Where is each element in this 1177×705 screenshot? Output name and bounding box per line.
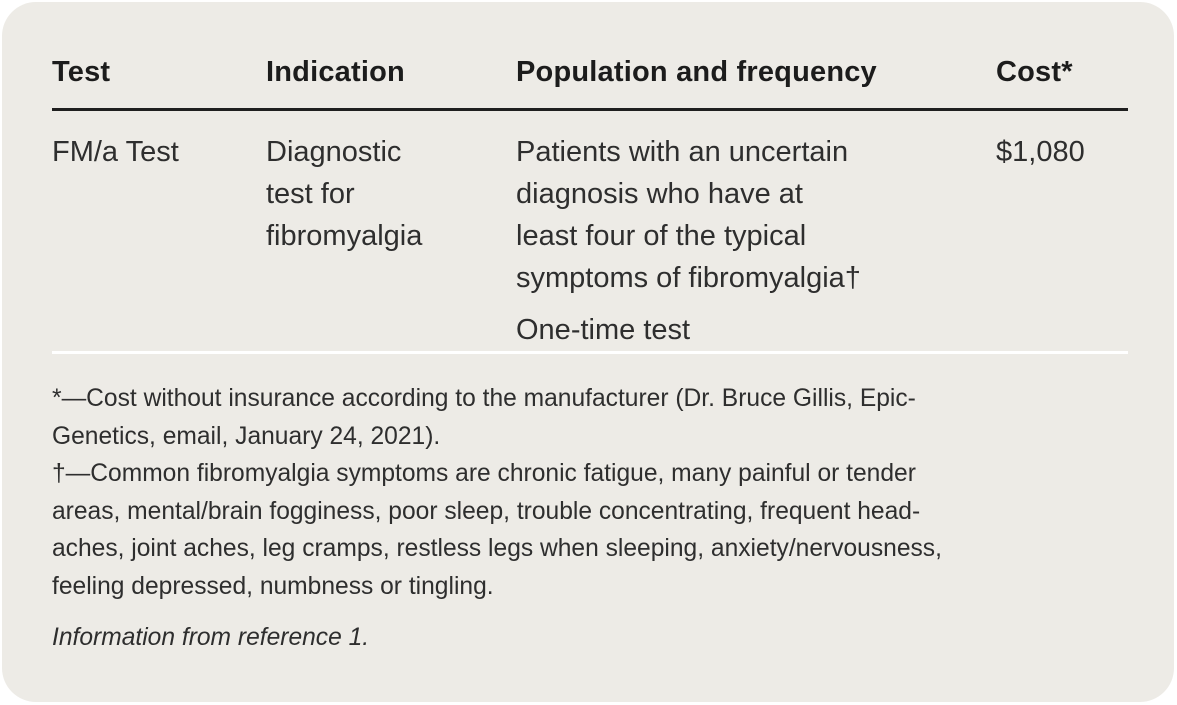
header-cost: Cost* <box>996 56 1073 88</box>
cell-indication <box>266 131 496 257</box>
cell-cost: $1,080 <box>996 136 1085 168</box>
header-population: Population and frequency <box>516 56 877 88</box>
symptom-footnote-line: aches, joint aches, leg cramps, restless legs when sleeping, anxiety/nervousness, <box>52 535 942 562</box>
table-divider <box>52 351 1128 354</box>
source-note: Information from reference 1. <box>52 624 370 651</box>
population-line: symptoms of fibromyalgia† <box>516 262 861 294</box>
cost-footnote-line: Genetics, email, January 24, 2021). <box>52 422 441 450</box>
table-row <box>52 111 1128 351</box>
cost-footnote-line: *—Cost without insurance according to the manufacturer (Dr. Bruce Gillis, Epic- <box>52 385 916 412</box>
indication-line: Diagnostic <box>266 136 402 168</box>
header-test: Test <box>52 56 111 88</box>
population-line: diagnosis who have at <box>516 178 803 210</box>
test-table <box>52 50 1128 354</box>
table-header-row <box>52 50 1128 111</box>
cell-population <box>516 131 986 351</box>
header-indication: Indication <box>266 56 405 88</box>
indication-line: fibromyalgia <box>266 220 423 252</box>
population-line: least four of the typical <box>516 220 807 252</box>
population-line: Patients with an uncertain <box>516 136 849 168</box>
symptom-footnote-line: areas, mental/brain fogginess, poor sleep, trouble concentrating, frequent head- <box>52 497 921 525</box>
table-card <box>2 2 1174 702</box>
symptom-footnote-line: †—Common fibromyalgia symptoms are chronic fatigue, many painful or tender <box>52 460 916 487</box>
footnotes <box>52 380 1132 657</box>
cell-test-name: FM/a Test <box>52 136 179 168</box>
symptom-footnote-line: feeling depressed, numbness or tingling. <box>52 572 494 600</box>
frequency-text: One-time test <box>516 314 691 346</box>
indication-line: test for <box>266 178 355 210</box>
